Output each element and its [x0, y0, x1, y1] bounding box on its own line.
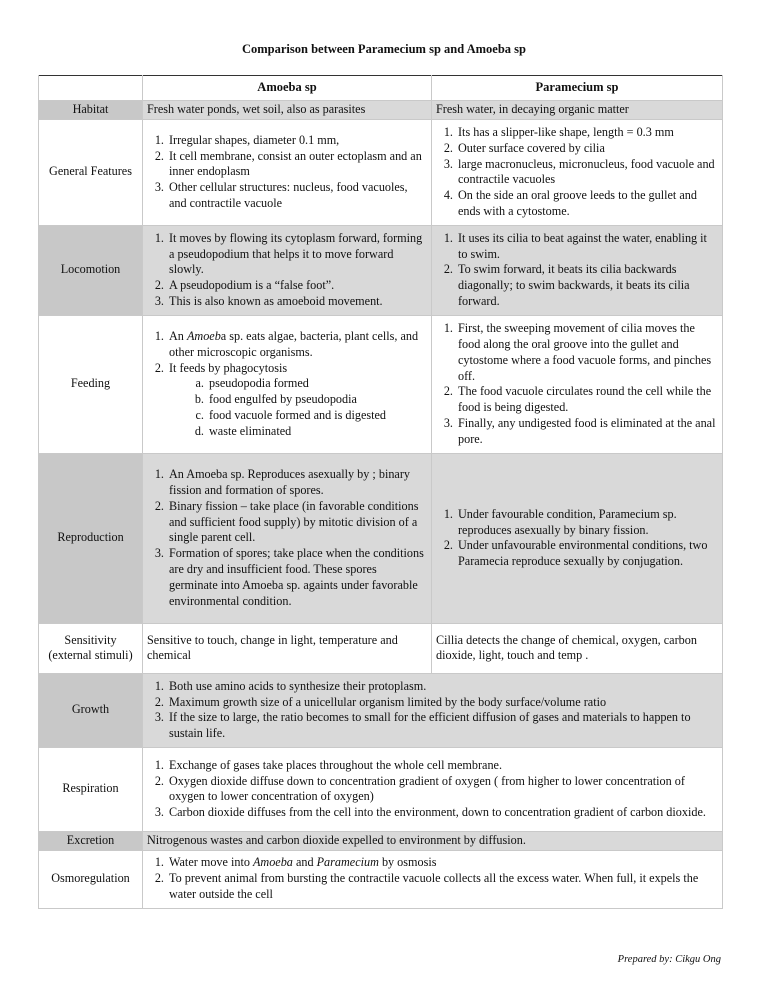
sub-item: a. pseudopodia formed [207, 376, 427, 392]
list-item: 1. It uses its cilia to beat against the water, enabling it to swim. [456, 231, 718, 263]
list-item: 1. Its has a slipper-like shape, length = 0.3 mm [456, 125, 718, 141]
sub-item: d. waste eliminated [207, 424, 427, 440]
row-sensitivity [39, 623, 723, 673]
list-item: 2. To prevent animal from bursting the contractile vacuole collects all the excess water. When full, it expels the water outside the cell [167, 871, 718, 903]
shared-cell: Nitrogenous wastes and carbon dioxide expelled to environment by diffusion. [143, 831, 723, 850]
italic-text: Amoeba [252, 855, 293, 870]
list-item: 3. Finally, any undigested food is eliminated at the anal pore. [456, 416, 718, 448]
list-item: 2. A pseudopodium is a “false foot”. [167, 278, 427, 294]
list-item: 1. Under favourable condition, Paramecium sp. reproduces asexually by binary fission. [456, 507, 718, 539]
list-item: 2. Oxygen dioxide diffuse down to concentration gradient of oxygen ( from higher to lower concentration of oxygen to lower concentration of oxygen) [167, 774, 718, 806]
list-item: 2. It cell membrane, consist an outer ectoplasm and an inner endoplasm [167, 149, 427, 181]
row-respiration [39, 747, 723, 831]
list-item: 2. Under unfavourable environmental conditions, two Paramecia reproduce sexually by conjugation. [456, 538, 718, 570]
amoeba-cell [143, 315, 432, 453]
amoeba-cell [143, 225, 432, 315]
row-label: Excretion [39, 831, 143, 850]
row-general-features [39, 119, 723, 225]
italic-text: Paramecium [316, 855, 379, 870]
row-label: General Features [39, 119, 143, 225]
amoeba-cell [143, 119, 432, 225]
comparison-table [38, 75, 723, 909]
amoeba-cell: Sensitive to touch, change in light, temperature and chemical [143, 623, 432, 673]
row-label: Reproduction [39, 453, 143, 623]
header-empty [39, 76, 143, 101]
header-amoeba: Amoeba sp [143, 76, 432, 101]
text-segment: and [292, 855, 317, 870]
paramecium-cell: Fresh water, in decaying organic matter [432, 101, 723, 120]
list-item: 4. On the side an oral groove leeds to the gullet and ends with a cytostome. [456, 188, 718, 220]
paramecium-cell [432, 119, 723, 225]
text-segment: Water move into [169, 855, 253, 870]
shared-cell [143, 673, 723, 747]
row-reproduction [39, 453, 723, 623]
text-segment: by osmosis [378, 855, 437, 870]
row-label: Respiration [39, 747, 143, 831]
list-item: 3. This is also known as amoeboid movement. [167, 294, 427, 310]
shared-cell [143, 850, 723, 908]
list-item: 1. An Amoeba sp. Reproduces asexually by ; binary fission and formation of spores. [167, 467, 427, 499]
list-item: 2. Outer surface covered by cilia [456, 141, 718, 157]
paramecium-cell [432, 453, 723, 623]
paramecium-cell [432, 225, 723, 315]
paramecium-cell: Cillia detects the change of chemical, oxygen, carbon dioxide, light, touch and temp . [432, 623, 723, 673]
header-paramecium: Paramecium sp [432, 76, 723, 101]
row-osmoregulation [39, 850, 723, 908]
row-label: Habitat [39, 101, 143, 120]
row-label: Sensitivity (external stimuli) [39, 623, 143, 673]
list-item [167, 329, 427, 361]
page-title: Comparison between Paramecium sp and Amoeba sp [241, 42, 527, 56]
list-item: 1. Exchange of gases take places throughout the whole cell membrane. [167, 758, 718, 774]
italic-text: Amoeb [186, 329, 221, 343]
amoeba-cell [143, 453, 432, 623]
shared-cell [143, 747, 723, 831]
row-feeding [39, 315, 723, 453]
row-excretion [39, 831, 723, 850]
list-item [167, 855, 718, 871]
list-item: 3. Carbon dioxide diffuses from the cell into the environment, down to concentration gradient of carbon dioxide. [167, 805, 718, 821]
row-growth [39, 673, 723, 747]
list-item: 1. Both use amino acids to synthesize their protoplasm. [167, 679, 718, 695]
row-label: Osmoregulation [39, 850, 143, 908]
sub-item: c. food vacuole formed and is digested [207, 408, 427, 424]
row-label: Feeding [39, 315, 143, 453]
list-item: 2. Binary fission – take place (in favorable conditions and sufficient food supply) by mitotic division of a single parent cell. [167, 499, 427, 546]
list-item [167, 361, 427, 440]
row-label: Locomotion [39, 225, 143, 315]
list-item: 2. To swim forward, it beats its cilia backwards diagonally; to swim backwards, it beats its cilia forward. [456, 262, 718, 309]
list-item: 3. Other cellular structures: nucleus, food vacuoles, and contractile vacuole [167, 180, 427, 212]
text-segment: An [169, 329, 187, 343]
sub-list [169, 376, 427, 439]
row-habitat [39, 101, 723, 120]
list-item: 1. Irregular shapes, diameter 0.1 mm, [167, 133, 427, 149]
paramecium-cell [432, 315, 723, 453]
list-item: 3. Formation of spores; take place when the conditions are dry and insufficient food. These spores germinate into Amoeba sp. againts under favorable environmental condition. [167, 546, 427, 609]
row-label: Growth [39, 673, 143, 747]
list-item: 2. The food vacuole circulates round the cell while the food is being digested. [456, 384, 718, 416]
amoeba-cell: Fresh water ponds, wet soil, also as parasites [143, 101, 432, 120]
text-segment: It feeds by phagocytosis [169, 360, 288, 375]
footer-credit: Prepared by: Cikgu Ong [617, 954, 721, 965]
list-item: 1. First, the sweeping movement of cilia moves the food along the oral groove into the gullet and cytostome where a food vacuole forms, and pinches off. [456, 321, 718, 384]
list-item: 2. Maximum growth size of a unicellular organism limited by the body surface/volume ratio [167, 695, 718, 711]
list-item: 1. It moves by flowing its cytoplasm forward, forming a pseudopodium that helps it to move forward slowly. [167, 231, 427, 278]
text-segment: a sp. eats algae, bacteria, plant cells, and other microscopic organisms. [169, 329, 419, 359]
list-item: 3. If the size to large, the ratio becomes to small for the efficient diffusion of gases and materials to happen to sustain life. [167, 710, 718, 742]
header-row [39, 76, 723, 101]
sub-item: b. food engulfed by pseudopodia [207, 392, 427, 408]
row-locomotion [39, 225, 723, 315]
list-item: 3. large macronucleus, micronucleus, food vacuole and contractile vacuoles [456, 157, 718, 189]
